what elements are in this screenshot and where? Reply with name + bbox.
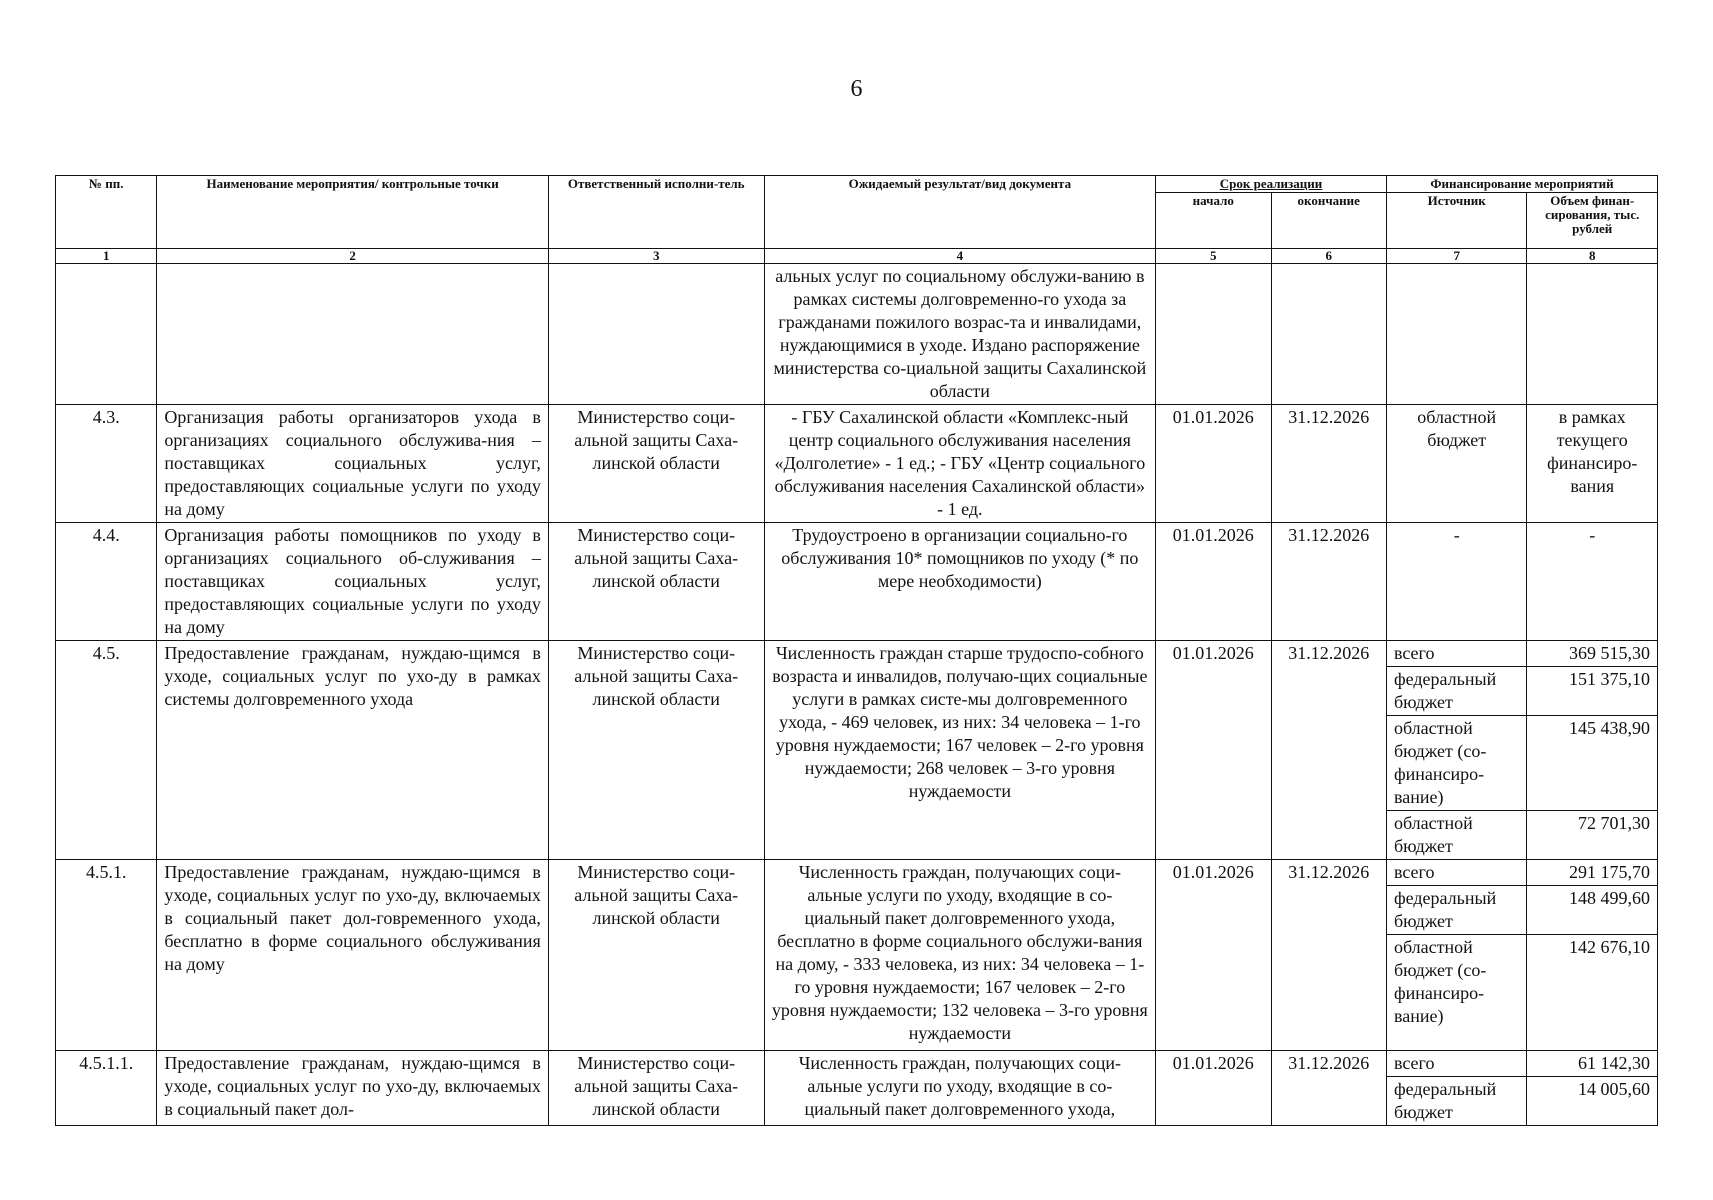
header-funding: Финансирование мероприятий (1386, 176, 1657, 193)
row-num: 4.4. (56, 523, 157, 641)
header-term-end: окончание (1271, 193, 1386, 249)
row-result: Численность граждан, получающих соци-альные услуги по уходу, входящие в со-циальный пакет долговременного ухода, бесплатно в форме социального обслужи-вания на дому, - 333 человека, из них: 34 человека – 1-го уровня нуждаемости; 167 человек – 2-го уровня нуждаемости; 132 человека – 3-го уровня нуждаемости (764, 860, 1155, 1051)
funding-volume: 61 142,30 (1527, 1051, 1658, 1077)
row-start: 01.01.2026 (1156, 641, 1271, 860)
header-source: Источник (1386, 193, 1527, 249)
header-executor: Ответственный исполни-тель (548, 176, 764, 249)
row-start: 01.01.2026 (1156, 1051, 1271, 1126)
row-num (56, 264, 157, 405)
column-number: 5 (1156, 249, 1271, 264)
funding-volume: 145 438,90 (1527, 716, 1658, 811)
row-volume (1527, 264, 1658, 405)
row-result: Численность граждан старше трудоспо-собного возраста и инвалидов, получаю-щих социальные услуги в рамках систе-мы долговременного ухода, - 469 человек, из них: 34 человека – 1-го уровня нуждаемости; 167 человек – 2-го уровня нуждаемости; 268 человек – 3-го уровня нуждаемости (764, 641, 1155, 860)
column-number: 6 (1271, 249, 1386, 264)
table-row (56, 1051, 1658, 1077)
row-name (157, 264, 548, 405)
funding-volume: 291 175,70 (1527, 860, 1658, 886)
table-row (56, 523, 1658, 641)
funding-volume: 142 676,10 (1527, 935, 1658, 1051)
header-name: Наименование мероприятия/ контрольные точки (157, 176, 548, 249)
funding-volume: 369 515,30 (1527, 641, 1658, 667)
funding-volume: 14 005,60 (1527, 1077, 1658, 1126)
row-name: Предоставление гражданам, нуждаю-щимся в уходе, социальных услуг по ухо-ду, включаемых в социальный пакет дол- (157, 1051, 548, 1126)
table-row (56, 860, 1658, 886)
table-row (56, 264, 1658, 405)
row-end (1271, 264, 1386, 405)
header-term: Срок реализации (1156, 176, 1387, 193)
row-num: 4.5. (56, 641, 157, 860)
row-end: 31.12.2026 (1271, 860, 1386, 1051)
row-executor (548, 264, 764, 405)
row-result: Трудоустроено в организации социально-го обслуживания 10* помощников по уходу (* по мере необходимости) (764, 523, 1155, 641)
column-number: 8 (1527, 249, 1658, 264)
funding-source: всего (1386, 860, 1527, 886)
funding-source: федеральный бюджет (1386, 667, 1527, 716)
row-end: 31.12.2026 (1271, 641, 1386, 860)
row-start: 01.01.2026 (1156, 405, 1271, 523)
row-result: - ГБУ Сахалинской области «Комплекс-ный центр социального обслуживания населения «Долголетие» - 1 ед.; - ГБУ «Центр социального обслуживания населения Сахалинской области» - 1 ед. (764, 405, 1155, 523)
row-source (1386, 264, 1527, 405)
funding-source: всего (1386, 1051, 1527, 1077)
row-end: 31.12.2026 (1271, 523, 1386, 641)
row-num: 4.3. (56, 405, 157, 523)
funding-source: всего (1386, 641, 1527, 667)
table-row (56, 641, 1658, 667)
funding-source: федеральный бюджет (1386, 886, 1527, 935)
header-volume: Объем финан-сирования, тыс. рублей (1527, 193, 1658, 249)
funding-source: областной бюджет (1386, 811, 1527, 860)
column-number: 7 (1386, 249, 1527, 264)
row-source: - (1386, 523, 1527, 641)
funding-volume: 151 375,10 (1527, 667, 1658, 716)
column-number: 3 (548, 249, 764, 264)
row-num: 4.5.1.1. (56, 1051, 157, 1126)
funding-volume: 72 701,30 (1527, 811, 1658, 860)
funding-source: областной бюджет (со-финансиро-вание) (1386, 716, 1527, 811)
page-number: 6 (850, 76, 863, 102)
funding-volume: 148 499,60 (1527, 886, 1658, 935)
row-result: альных услуг по социальному обслужи-ванию в рамках системы долговременно-го ухода за гражданами пожилого возрас-та и инвалидами, нуждающимися в уходе. Издано распоряжение министерства со-циальной защиты Сахалинской области (764, 264, 1155, 405)
row-volume: в рамках текущего финансиро-вания (1527, 405, 1658, 523)
row-executor: Министерство соци-альной защиты Саха-линской области (548, 405, 764, 523)
row-start: 01.01.2026 (1156, 860, 1271, 1051)
row-executor: Министерство соци-альной защиты Саха-линской области (548, 641, 764, 860)
row-name: Предоставление гражданам, нуждаю-щимся в уходе, социальных услуг по ухо-ду, включаемых в социальный пакет дол-говременного ухода, бесплатно в форме социального обслуживания на дому (157, 860, 548, 1051)
row-start: 01.01.2026 (1156, 523, 1271, 641)
header-result: Ожидаемый результат/вид документа (764, 176, 1155, 249)
row-executor: Министерство соци-альной защиты Саха-линской области (548, 523, 764, 641)
row-end: 31.12.2026 (1271, 405, 1386, 523)
header-num: № пп. (56, 176, 157, 249)
funding-source: областной бюджет (со-финансиро-вание) (1386, 935, 1527, 1051)
header-term-start: начало (1156, 193, 1271, 249)
column-number: 1 (56, 249, 157, 264)
table-row (56, 405, 1658, 523)
row-volume: - (1527, 523, 1658, 641)
activities-table (55, 175, 1658, 1126)
funding-source: федеральный бюджет (1386, 1077, 1527, 1126)
row-name: Предоставление гражданам, нуждаю-щимся в уходе, социальных услуг по ухо-ду в рамках системы долговременного ухода (157, 641, 548, 860)
row-name: Организация работы помощников по уходу в организациях социального об-служивания – поставщиках социальных услуг, предоставляющих социальные услуги по уходу на дому (157, 523, 548, 641)
row-source: областной бюджет (1386, 405, 1527, 523)
row-start (1156, 264, 1271, 405)
row-executor: Министерство соци-альной защиты Саха-линской области (548, 860, 764, 1051)
column-number: 2 (157, 249, 548, 264)
row-end: 31.12.2026 (1271, 1051, 1386, 1126)
row-result: Численность граждан, получающих соци-альные услуги по уходу, входящие в со-циальный пакет долговременного ухода, (764, 1051, 1155, 1126)
column-number: 4 (764, 249, 1155, 264)
row-num: 4.5.1. (56, 860, 157, 1051)
row-executor: Министерство соци-альной защиты Саха-линской области (548, 1051, 764, 1126)
row-name: Организация работы организаторов ухода в организациях социального обслужива-ния – поставщиках социальных услуг, предоставляющих социальные услуги по уходу на дому (157, 405, 548, 523)
